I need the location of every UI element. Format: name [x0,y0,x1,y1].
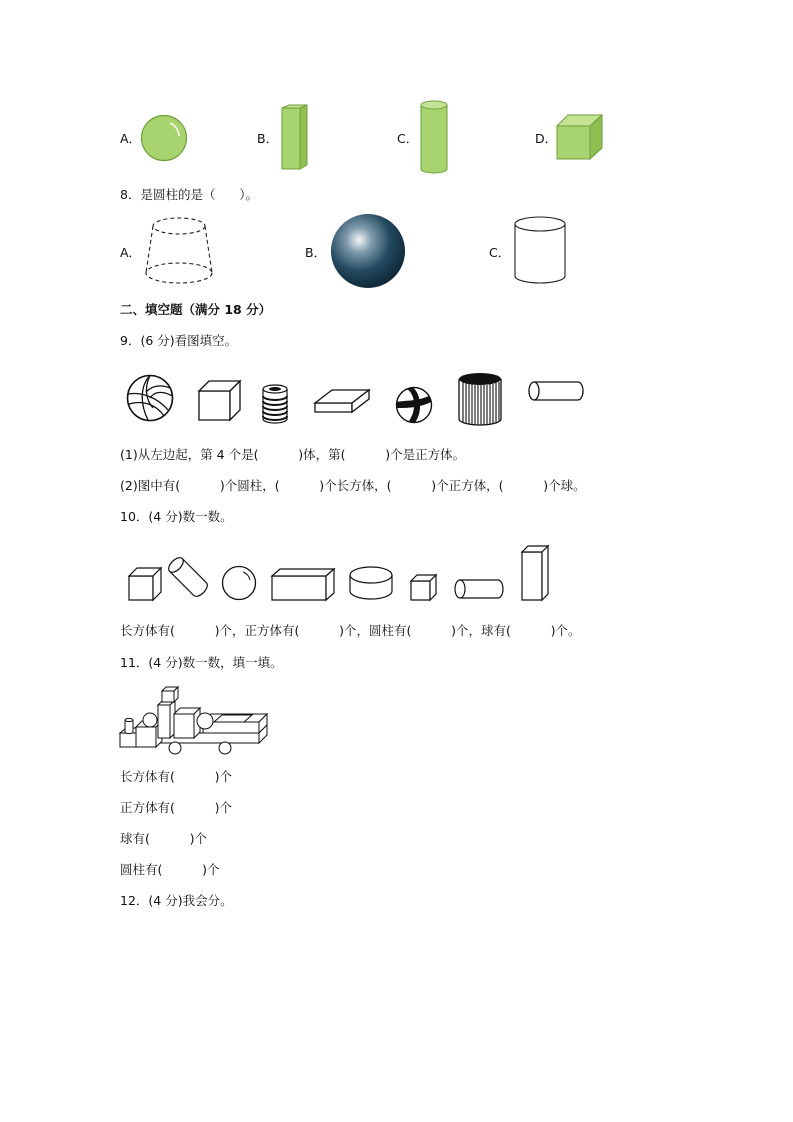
long-cuboid-icon [271,568,335,601]
striped-ball-icon [395,386,433,424]
q10-cube-icon [128,567,162,601]
q9-cube-icon [198,380,242,422]
q12-stem: 12．(4 分)我会分。 [120,893,233,908]
q10-sphere-icon [221,565,257,601]
truck-figure-icon [118,683,270,755]
q8-option-b-label: B． [305,245,327,260]
ribbed-cylinder-icon [458,372,502,426]
small-cube-icon [410,574,437,601]
q10-lying-cylinder-icon [454,578,504,600]
q10-answer: 长方体有( )个，正方体有( )个，圆柱有( )个，球有( )个。 [120,623,581,638]
q11-stem: 11．(4 分)数一数，填一填。 [120,655,283,670]
flat-box-icon [314,388,370,414]
disc-cylinder-icon [349,566,393,600]
q9-sub1: (1)从左边起，第 4 个是( )体，第( )个是正方体。 [120,447,466,462]
q7-option-b-label: B． [257,131,279,146]
section-title: 二、填空题（满分 18 分） [120,302,272,317]
q7-sphere-icon [140,114,188,162]
q7-cylinder-icon [420,100,448,174]
q11-line-cylinder: 圆柱有( )个 [120,862,220,877]
q8-stem: 8．是圆柱的是（ ）。 [120,187,259,202]
q11-line-cuboid: 长方体有( )个 [120,769,232,784]
q7-option-a-label: A． [120,131,142,146]
q8-cylinder-outline-icon [513,216,567,284]
q9-stem: 9．(6 分)看图填空。 [120,333,238,348]
q7-option-c-label: C． [397,131,419,146]
q9-lying-cylinder-icon [528,380,584,402]
q8-option-c-label: C． [489,245,511,260]
q7-cube-icon [556,114,604,162]
q10-stem: 10．(4 分)数一数。 [120,509,233,524]
q7-option-d-label: D． [535,131,558,146]
coin-stack-icon [262,384,288,424]
tilted-cylinder-icon [165,554,211,600]
q7-cuboid-icon [281,105,309,171]
q8-shaded-sphere-icon [330,213,406,289]
volleyball-icon [126,374,174,422]
q9-sub2: (2)图中有( )个圆柱，( )个长方体，( )个正方体，( )个球。 [120,478,586,493]
tall-cuboid-icon [521,545,549,601]
q11-line-cube: 正方体有( )个 [120,800,232,815]
q11-line-sphere: 球有( )个 [120,831,207,846]
q8-option-a-label: A． [120,245,142,260]
q8-frustum-icon [144,216,214,286]
